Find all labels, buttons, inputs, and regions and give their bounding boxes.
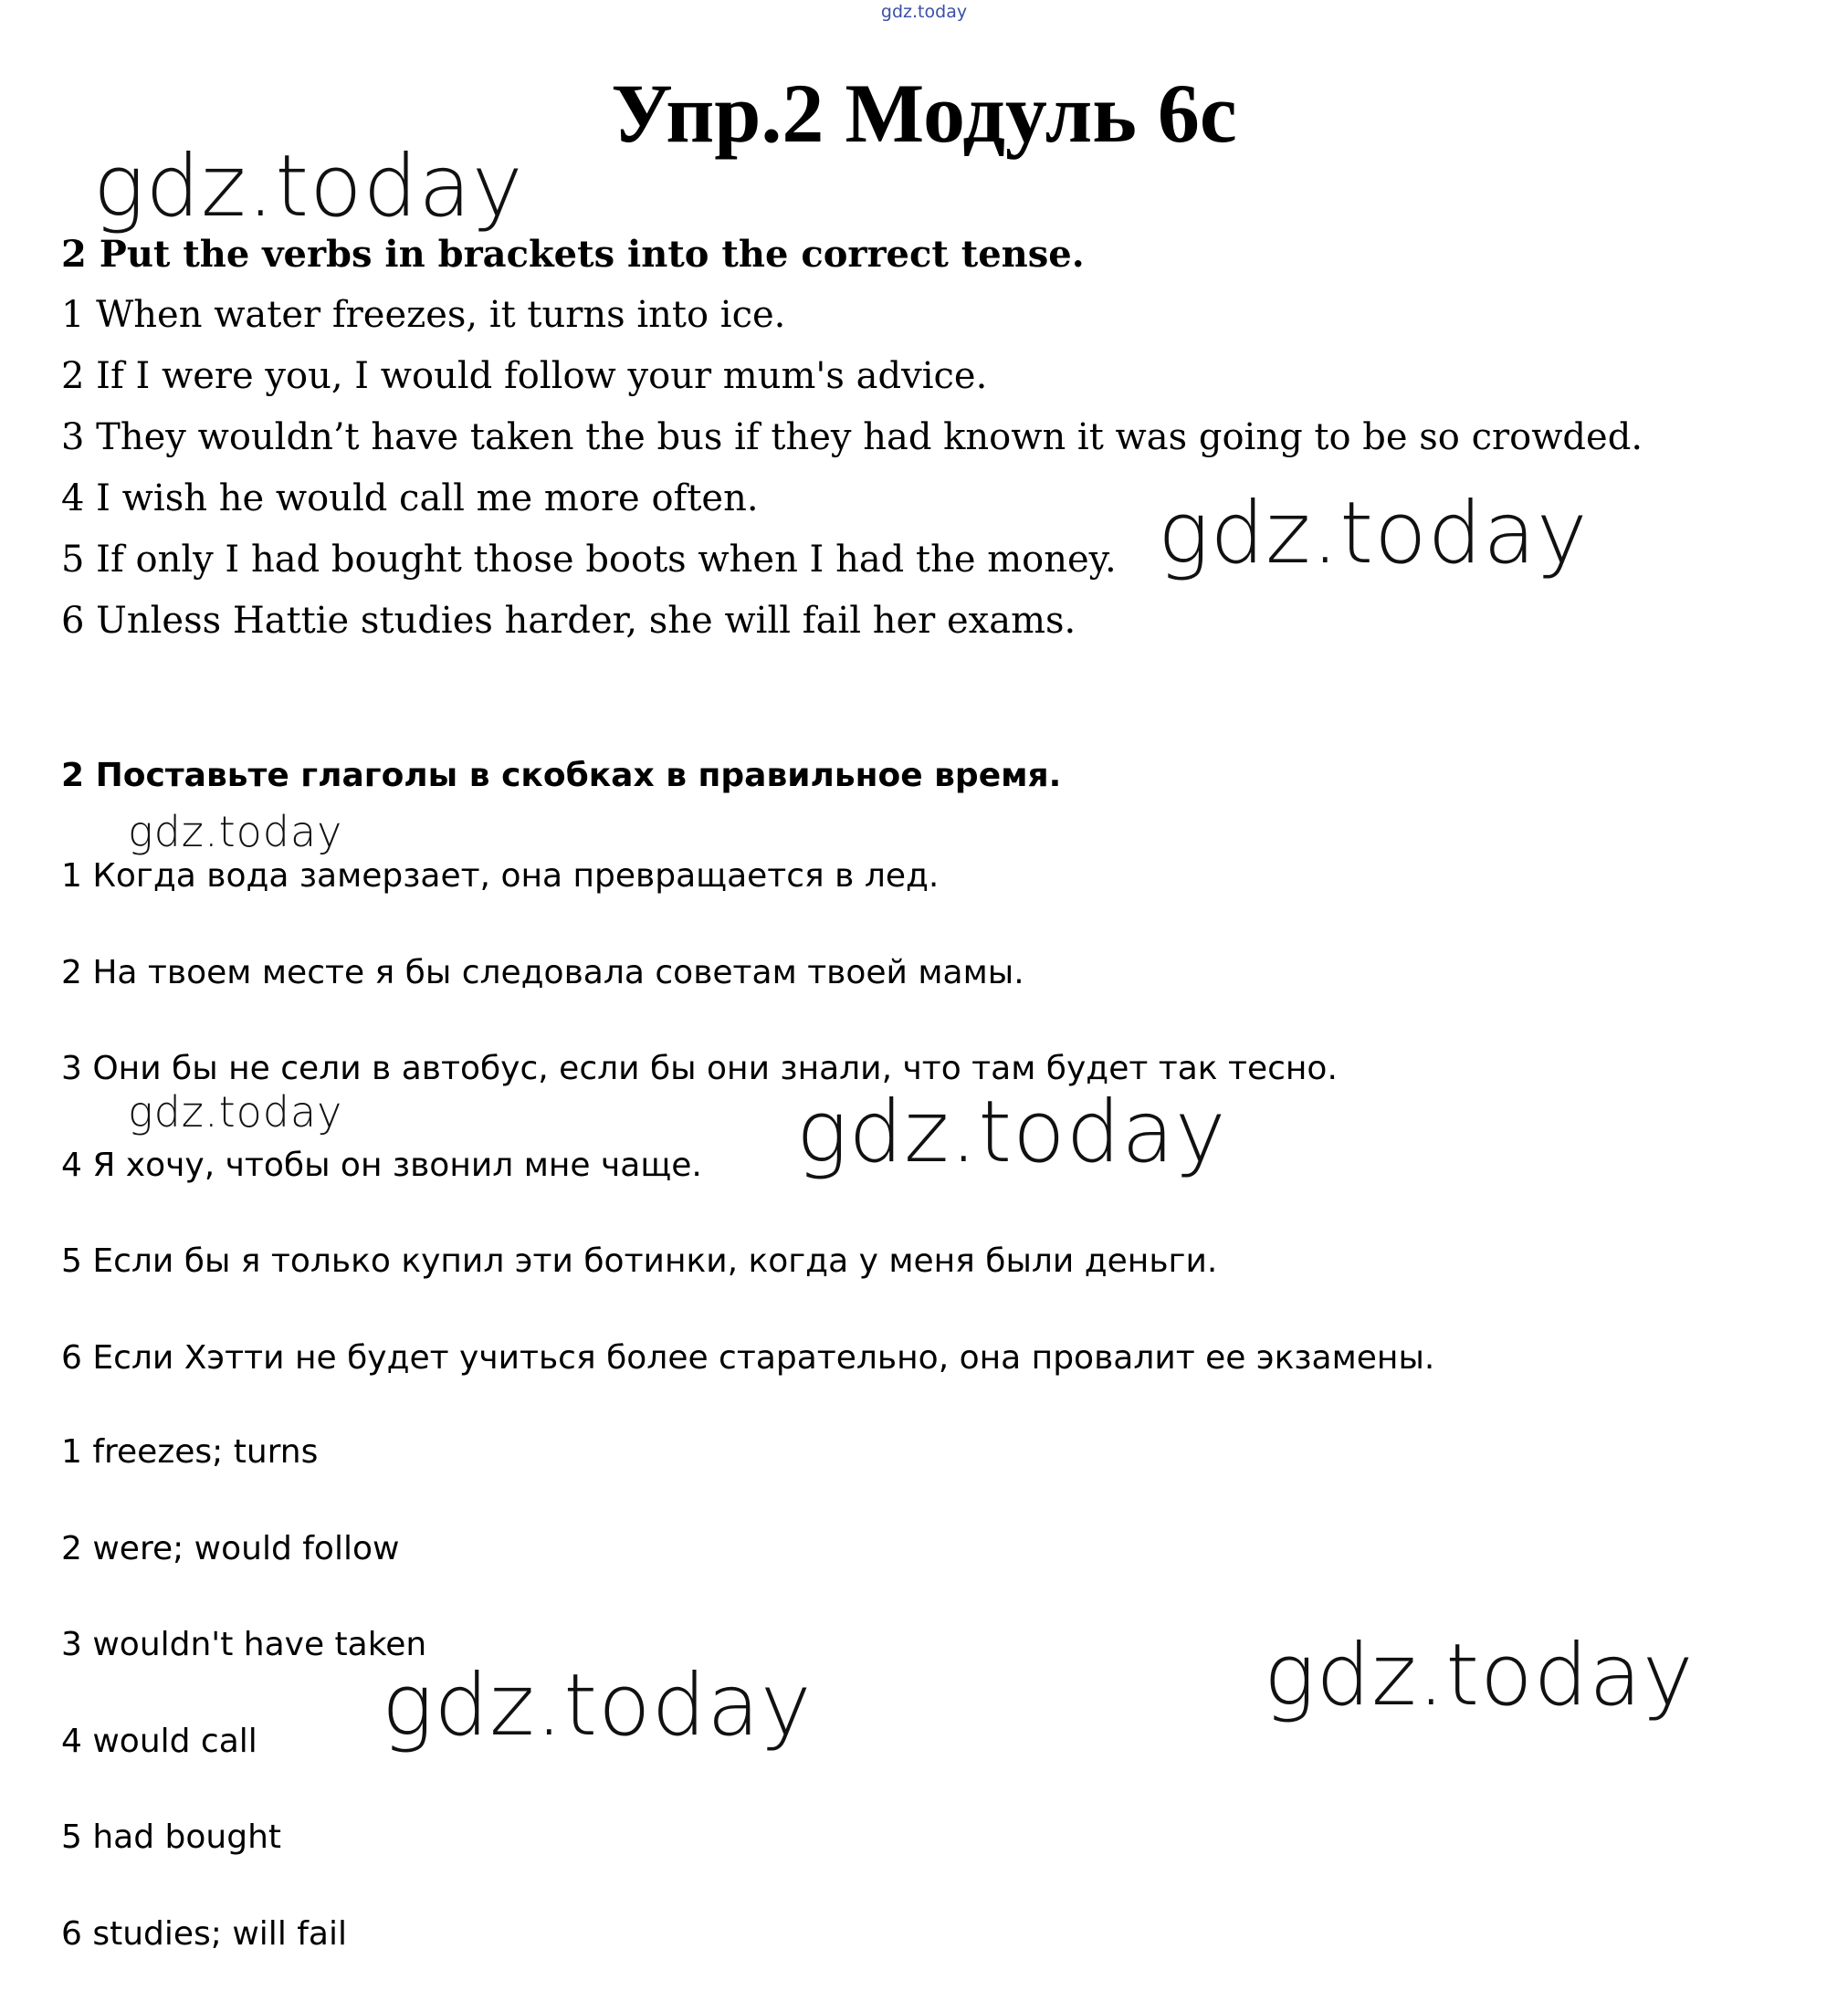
top-watermark: gdz.today xyxy=(0,2,1848,22)
answer-list xyxy=(61,1434,426,2012)
russian-line: 2 На твоем месте я бы следовала советам твоей мамы. xyxy=(61,955,1434,1052)
watermark: gdz.today xyxy=(128,811,342,853)
answer-item: 4 would call xyxy=(61,1724,426,1820)
english-line: 1 When water freezes, it turns into ice. xyxy=(61,285,1643,346)
english-exercise xyxy=(61,224,1643,652)
russian-line: 3 Они бы не сели в автобус, если бы они знали, что там будет так тесно. xyxy=(61,1051,1434,1147)
english-line: 5 If only I had bought those boots when I had the money. xyxy=(61,529,1643,591)
english-line: 4 I wish he would call me more often. xyxy=(61,468,1643,529)
english-line: 6 Unless Hattie studies harder, she will fail her exams. xyxy=(61,591,1643,652)
english-line: 2 If I were you, I would follow your mum's advice. xyxy=(61,346,1643,407)
watermark: gdz.today xyxy=(796,1090,1227,1176)
russian-line: 4 Я хочу, чтобы он звонил мне чаще. xyxy=(61,1147,1434,1244)
answer-item: 3 wouldn't have taken xyxy=(61,1627,426,1724)
russian-line: 1 Когда вода замерзает, она превращается в лед. xyxy=(61,858,1434,955)
watermark: gdz.today xyxy=(1264,1633,1695,1719)
russian-heading: 2 Поставьте глаголы в скобках в правильное время. xyxy=(61,758,1434,858)
watermark: gdz.today xyxy=(382,1663,813,1749)
page-title: Упр.2 Модуль 6c xyxy=(0,71,1848,155)
answer-item: 2 were; would follow xyxy=(61,1531,426,1628)
watermark: gdz.today xyxy=(1158,491,1589,577)
russian-line: 5 Если бы я только купил эти ботинки, когда у меня были деньги. xyxy=(61,1243,1434,1340)
english-heading: 2 Put the verbs in brackets into the correct tense. xyxy=(61,224,1643,285)
answer-item: 5 had bought xyxy=(61,1819,426,1916)
answer-item: 1 freezes; turns xyxy=(61,1434,426,1531)
watermark: gdz.today xyxy=(93,144,524,230)
russian-line: 6 Если Хэтти не будет учиться более старательно, она провалит ее экзамены. xyxy=(61,1340,1434,1437)
english-line: 3 They wouldn’t have taken the bus if they had known it was going to be so crowded. xyxy=(61,407,1643,468)
answer-item: 6 studies; will fail xyxy=(61,1916,426,2012)
watermark: gdz.today xyxy=(128,1091,342,1133)
